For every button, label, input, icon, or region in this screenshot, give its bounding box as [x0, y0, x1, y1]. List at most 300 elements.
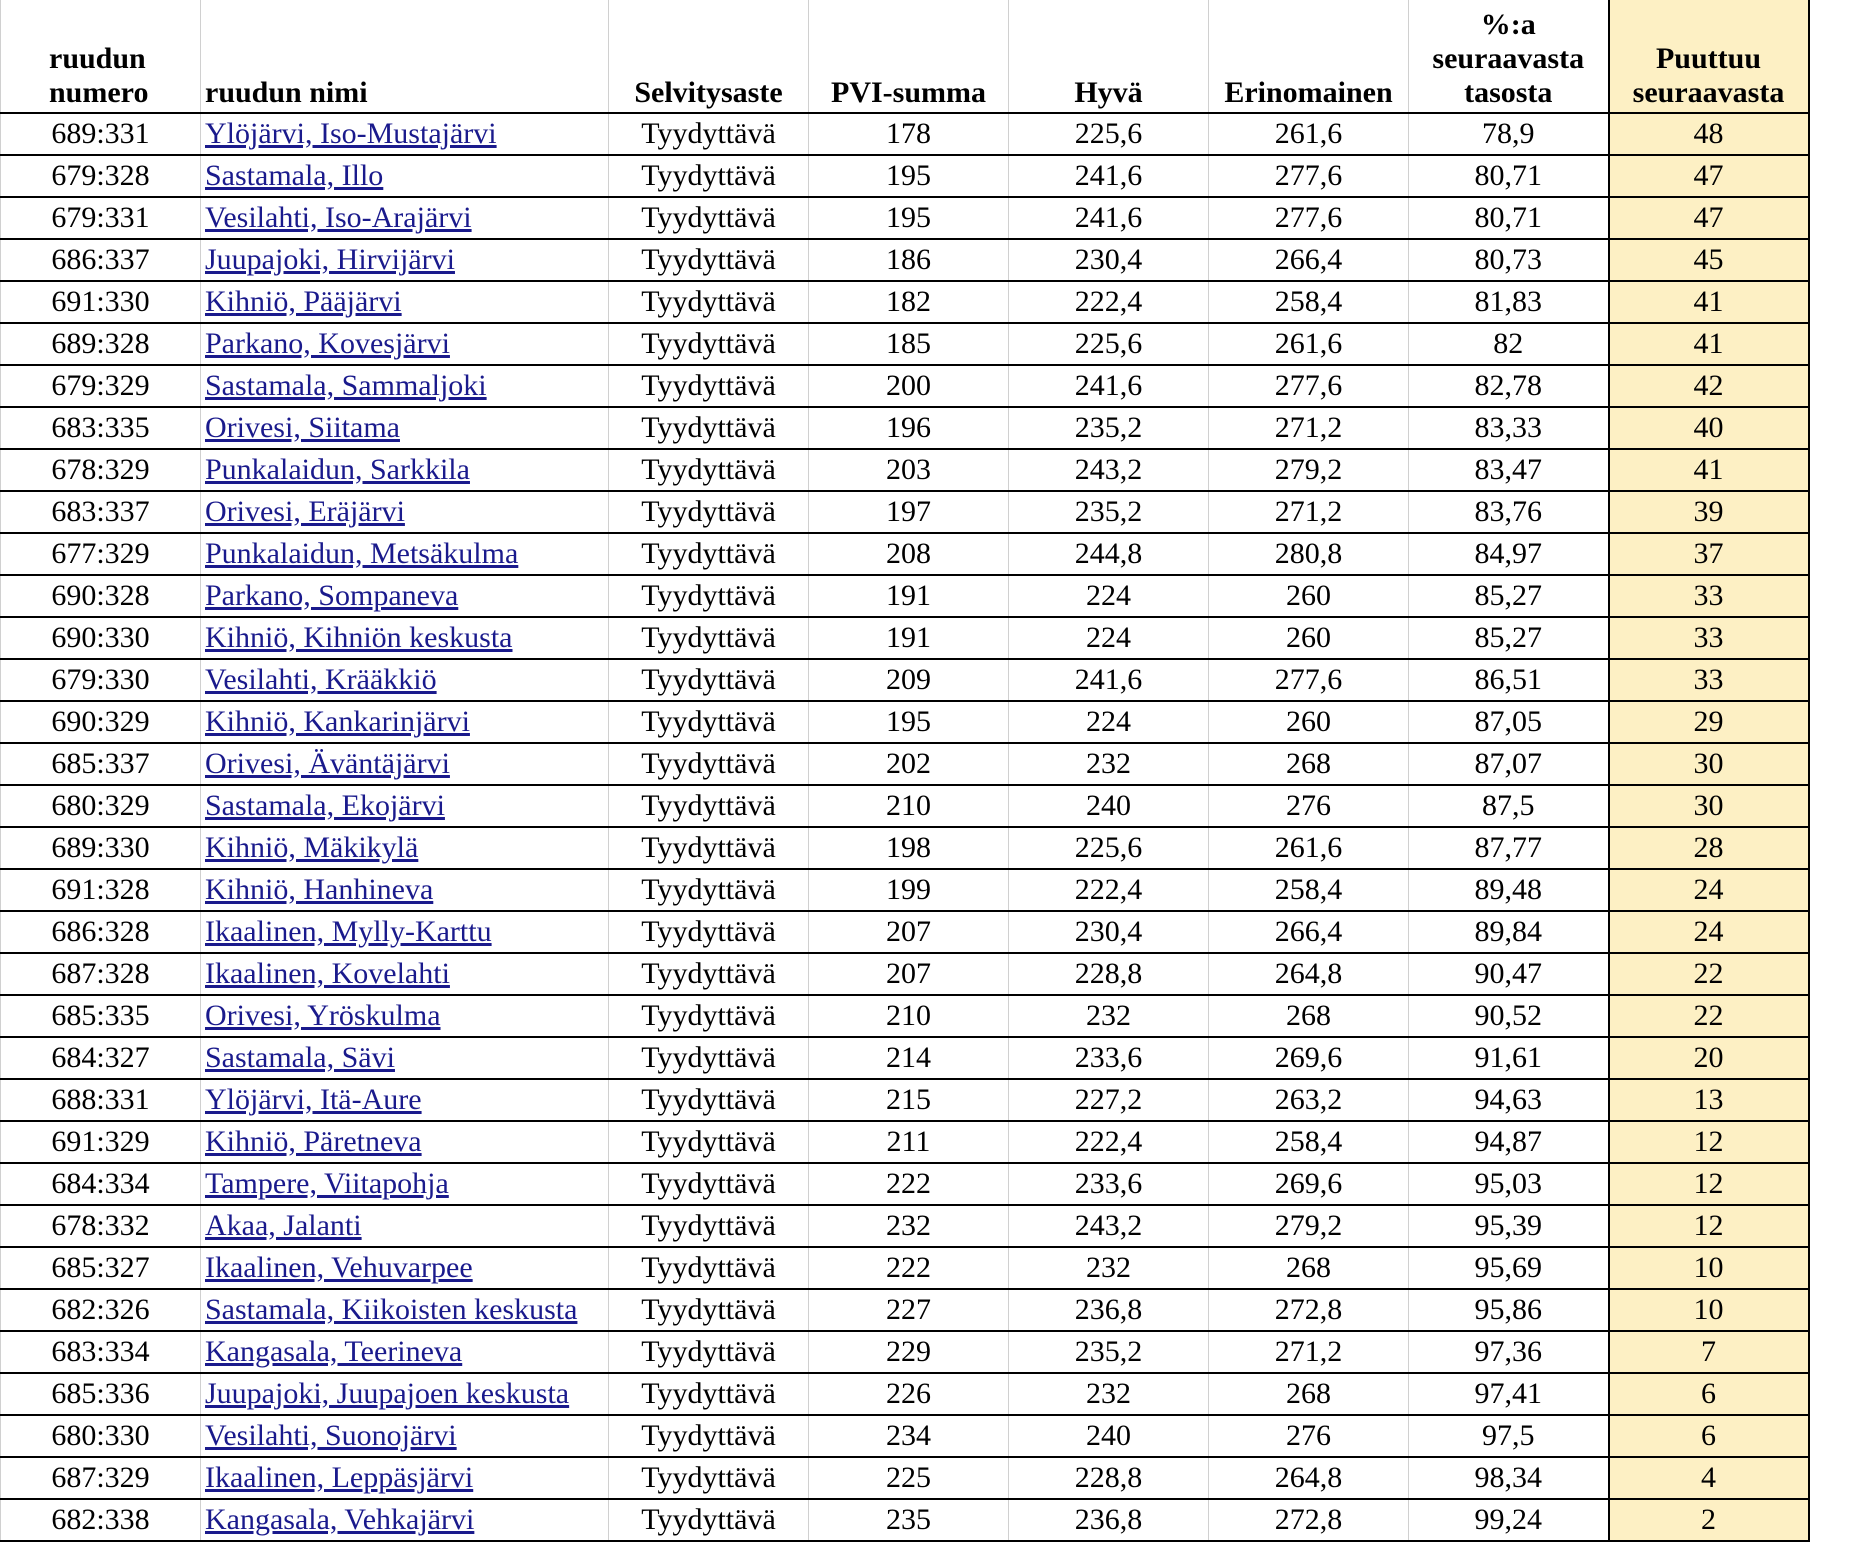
cell-ruudun-numero[interactable]: 689:328 — [1, 323, 201, 365]
cell-pvi-summa[interactable]: 182 — [809, 281, 1009, 323]
cell-ruudun-numero[interactable]: 683:337 — [1, 491, 201, 533]
cell-percent-next[interactable]: 94,63 — [1409, 1079, 1609, 1121]
cell-percent-next[interactable]: 80,71 — [1409, 197, 1609, 239]
cell-percent-next[interactable]: 90,47 — [1409, 953, 1609, 995]
cell-hyva[interactable]: 230,4 — [1009, 239, 1209, 281]
cell-erinomainen[interactable]: 276 — [1209, 785, 1409, 827]
cell-selvitysaste[interactable]: Tyydyttävä — [609, 1121, 809, 1163]
cell-pvi-summa[interactable]: 191 — [809, 575, 1009, 617]
cell-puuttuu[interactable]: 41 — [1609, 323, 1809, 365]
cell-pvi-summa[interactable]: 211 — [809, 1121, 1009, 1163]
cell-erinomainen[interactable]: 261,6 — [1209, 323, 1409, 365]
cell-hyva[interactable]: 222,4 — [1009, 1121, 1209, 1163]
cell-ruudun-numero[interactable]: 691:330 — [1, 281, 201, 323]
cell-ruudun-nimi[interactable] — [201, 995, 609, 1037]
cell-erinomainen[interactable]: 258,4 — [1209, 1121, 1409, 1163]
cell-pvi-summa[interactable]: 207 — [809, 911, 1009, 953]
cell-ruudun-numero[interactable]: 679:331 — [1, 197, 201, 239]
cell-hyva[interactable]: 235,2 — [1009, 1331, 1209, 1373]
cell-erinomainen[interactable]: 266,4 — [1209, 239, 1409, 281]
cell-ruudun-nimi[interactable] — [201, 1415, 609, 1457]
cell-selvitysaste[interactable]: Tyydyttävä — [609, 239, 809, 281]
cell-hyva[interactable]: 241,6 — [1009, 155, 1209, 197]
place-link[interactable]: Ylöjärvi, Iso-Mustajärvi — [205, 117, 497, 150]
cell-puuttuu[interactable]: 2 — [1609, 1499, 1809, 1541]
cell-ruudun-nimi[interactable] — [201, 491, 609, 533]
cell-puuttuu[interactable]: 41 — [1609, 281, 1809, 323]
cell-hyva[interactable]: 230,4 — [1009, 911, 1209, 953]
cell-selvitysaste[interactable]: Tyydyttävä — [609, 1205, 809, 1247]
cell-pvi-summa[interactable]: 202 — [809, 743, 1009, 785]
cell-hyva[interactable]: 227,2 — [1009, 1079, 1209, 1121]
cell-hyva[interactable]: 232 — [1009, 995, 1209, 1037]
cell-ruudun-numero[interactable]: 682:338 — [1, 1499, 201, 1541]
cell-pvi-summa[interactable]: 198 — [809, 827, 1009, 869]
cell-puuttuu[interactable]: 47 — [1609, 197, 1809, 239]
cell-puuttuu[interactable]: 29 — [1609, 701, 1809, 743]
cell-ruudun-numero[interactable]: 690:328 — [1, 575, 201, 617]
cell-puuttuu[interactable]: 12 — [1609, 1121, 1809, 1163]
cell-selvitysaste[interactable]: Tyydyttävä — [609, 1289, 809, 1331]
cell-percent-next[interactable]: 91,61 — [1409, 1037, 1609, 1079]
cell-selvitysaste[interactable]: Tyydyttävä — [609, 743, 809, 785]
cell-erinomainen[interactable]: 260 — [1209, 701, 1409, 743]
place-link[interactable]: Tampere, Viitapohja — [205, 1167, 449, 1200]
cell-pvi-summa[interactable]: 227 — [809, 1289, 1009, 1331]
cell-erinomainen[interactable]: 260 — [1209, 575, 1409, 617]
cell-erinomainen[interactable]: 272,8 — [1209, 1499, 1409, 1541]
place-link[interactable]: Kangasala, Vehkajärvi — [205, 1503, 475, 1536]
cell-hyva[interactable]: 233,6 — [1009, 1037, 1209, 1079]
cell-puuttuu[interactable]: 48 — [1609, 113, 1809, 155]
cell-ruudun-numero[interactable]: 685:327 — [1, 1247, 201, 1289]
place-link[interactable]: Sastamala, Kiikoisten keskusta — [205, 1293, 578, 1326]
place-link[interactable]: Ikaalinen, Leppäsjärvi — [205, 1461, 474, 1494]
cell-percent-next[interactable]: 95,69 — [1409, 1247, 1609, 1289]
cell-puuttuu[interactable]: 33 — [1609, 575, 1809, 617]
cell-ruudun-nimi[interactable] — [201, 1121, 609, 1163]
cell-hyva[interactable]: 243,2 — [1009, 1205, 1209, 1247]
cell-percent-next[interactable]: 97,36 — [1409, 1331, 1609, 1373]
cell-percent-next[interactable]: 98,34 — [1409, 1457, 1609, 1499]
cell-ruudun-nimi[interactable] — [201, 911, 609, 953]
cell-selvitysaste[interactable]: Tyydyttävä — [609, 449, 809, 491]
cell-ruudun-nimi[interactable] — [201, 533, 609, 575]
cell-ruudun-nimi[interactable] — [201, 617, 609, 659]
cell-hyva[interactable]: 233,6 — [1009, 1163, 1209, 1205]
cell-erinomainen[interactable]: 269,6 — [1209, 1163, 1409, 1205]
cell-ruudun-numero[interactable]: 685:335 — [1, 995, 201, 1037]
place-link[interactable]: Kihniö, Kankarinjärvi — [205, 705, 470, 738]
cell-selvitysaste[interactable]: Tyydyttävä — [609, 617, 809, 659]
cell-hyva[interactable]: 241,6 — [1009, 197, 1209, 239]
cell-erinomainen[interactable]: 277,6 — [1209, 155, 1409, 197]
cell-selvitysaste[interactable]: Tyydyttävä — [609, 701, 809, 743]
place-link[interactable]: Kihniö, Pääjärvi — [205, 285, 402, 318]
cell-percent-next[interactable]: 85,27 — [1409, 617, 1609, 659]
cell-hyva[interactable]: 224 — [1009, 575, 1209, 617]
cell-selvitysaste[interactable]: Tyydyttävä — [609, 911, 809, 953]
cell-puuttuu[interactable]: 41 — [1609, 449, 1809, 491]
cell-pvi-summa[interactable]: 178 — [809, 113, 1009, 155]
cell-hyva[interactable]: 222,4 — [1009, 869, 1209, 911]
cell-percent-next[interactable]: 78,9 — [1409, 113, 1609, 155]
cell-selvitysaste[interactable]: Tyydyttävä — [609, 155, 809, 197]
cell-ruudun-nimi[interactable] — [201, 239, 609, 281]
cell-ruudun-nimi[interactable] — [201, 407, 609, 449]
cell-selvitysaste[interactable]: Tyydyttävä — [609, 113, 809, 155]
cell-ruudun-nimi[interactable] — [201, 449, 609, 491]
header-selvitysaste[interactable] — [609, 0, 809, 113]
cell-pvi-summa[interactable]: 197 — [809, 491, 1009, 533]
cell-erinomainen[interactable]: 272,8 — [1209, 1289, 1409, 1331]
cell-pvi-summa[interactable]: 235 — [809, 1499, 1009, 1541]
cell-erinomainen[interactable]: 277,6 — [1209, 197, 1409, 239]
cell-pvi-summa[interactable]: 186 — [809, 239, 1009, 281]
cell-pvi-summa[interactable]: 185 — [809, 323, 1009, 365]
cell-puuttuu[interactable]: 13 — [1609, 1079, 1809, 1121]
cell-ruudun-nimi[interactable] — [201, 785, 609, 827]
cell-selvitysaste[interactable]: Tyydyttävä — [609, 1247, 809, 1289]
cell-ruudun-nimi[interactable] — [201, 1457, 609, 1499]
place-link[interactable]: Orivesi, Eräjärvi — [205, 495, 405, 528]
cell-puuttuu[interactable]: 45 — [1609, 239, 1809, 281]
cell-percent-next[interactable]: 86,51 — [1409, 659, 1609, 701]
place-link[interactable]: Sastamala, Illo — [205, 159, 384, 192]
cell-hyva[interactable]: 241,6 — [1009, 659, 1209, 701]
cell-pvi-summa[interactable]: 191 — [809, 617, 1009, 659]
cell-puuttuu[interactable]: 12 — [1609, 1205, 1809, 1247]
cell-hyva[interactable]: 224 — [1009, 617, 1209, 659]
cell-puuttuu[interactable]: 40 — [1609, 407, 1809, 449]
cell-erinomainen[interactable]: 263,2 — [1209, 1079, 1409, 1121]
place-link[interactable]: Orivesi, Siitama — [205, 411, 400, 444]
cell-puuttuu[interactable]: 6 — [1609, 1373, 1809, 1415]
cell-puuttuu[interactable]: 37 — [1609, 533, 1809, 575]
place-link[interactable]: Orivesi, Äväntäjärvi — [205, 747, 450, 780]
cell-percent-next[interactable]: 97,5 — [1409, 1415, 1609, 1457]
cell-pvi-summa[interactable]: 195 — [809, 197, 1009, 239]
cell-ruudun-numero[interactable]: 678:332 — [1, 1205, 201, 1247]
cell-puuttuu[interactable]: 12 — [1609, 1163, 1809, 1205]
header-hyva[interactable] — [1009, 0, 1209, 113]
cell-selvitysaste[interactable]: Tyydyttävä — [609, 1499, 809, 1541]
place-link[interactable]: Sastamala, Sammaljoki — [205, 369, 487, 402]
cell-ruudun-numero[interactable]: 685:337 — [1, 743, 201, 785]
cell-percent-next[interactable]: 83,47 — [1409, 449, 1609, 491]
cell-erinomainen[interactable]: 271,2 — [1209, 1331, 1409, 1373]
cell-erinomainen[interactable]: 261,6 — [1209, 827, 1409, 869]
cell-ruudun-nimi[interactable] — [201, 827, 609, 869]
cell-percent-next[interactable]: 83,33 — [1409, 407, 1609, 449]
cell-percent-next[interactable]: 89,48 — [1409, 869, 1609, 911]
cell-percent-next[interactable]: 89,84 — [1409, 911, 1609, 953]
cell-hyva[interactable]: 232 — [1009, 1247, 1209, 1289]
cell-puuttuu[interactable]: 22 — [1609, 953, 1809, 995]
place-link[interactable]: Kihniö, Mäkikylä — [205, 831, 419, 864]
cell-erinomainen[interactable]: 266,4 — [1209, 911, 1409, 953]
cell-erinomainen[interactable]: 271,2 — [1209, 491, 1409, 533]
cell-hyva[interactable]: 240 — [1009, 785, 1209, 827]
cell-ruudun-numero[interactable]: 691:328 — [1, 869, 201, 911]
cell-hyva[interactable]: 232 — [1009, 743, 1209, 785]
cell-erinomainen[interactable]: 260 — [1209, 617, 1409, 659]
place-link[interactable]: Sastamala, Sävi — [205, 1041, 395, 1074]
place-link[interactable]: Vesilahti, Iso-Arajärvi — [205, 201, 472, 234]
cell-pvi-summa[interactable]: 200 — [809, 365, 1009, 407]
cell-pvi-summa[interactable]: 196 — [809, 407, 1009, 449]
cell-pvi-summa[interactable]: 210 — [809, 785, 1009, 827]
cell-percent-next[interactable]: 90,52 — [1409, 995, 1609, 1037]
cell-selvitysaste[interactable]: Tyydyttävä — [609, 1415, 809, 1457]
header-erinomainen[interactable] — [1209, 0, 1409, 113]
cell-erinomainen[interactable]: 276 — [1209, 1415, 1409, 1457]
cell-hyva[interactable]: 228,8 — [1009, 1457, 1209, 1499]
place-link[interactable]: Ylöjärvi, Itä-Aure — [205, 1083, 422, 1116]
place-link[interactable]: Punkalaidun, Metsäkulma — [205, 537, 519, 570]
cell-ruudun-numero[interactable]: 685:336 — [1, 1373, 201, 1415]
cell-erinomainen[interactable]: 277,6 — [1209, 365, 1409, 407]
cell-puuttuu[interactable]: 30 — [1609, 785, 1809, 827]
cell-pvi-summa[interactable]: 208 — [809, 533, 1009, 575]
cell-selvitysaste[interactable]: Tyydyttävä — [609, 869, 809, 911]
cell-percent-next[interactable]: 82 — [1409, 323, 1609, 365]
cell-selvitysaste[interactable]: Tyydyttävä — [609, 491, 809, 533]
cell-ruudun-numero[interactable]: 690:329 — [1, 701, 201, 743]
cell-ruudun-numero[interactable]: 679:328 — [1, 155, 201, 197]
cell-percent-next[interactable]: 99,24 — [1409, 1499, 1609, 1541]
cell-ruudun-numero[interactable]: 678:329 — [1, 449, 201, 491]
cell-puuttuu[interactable]: 42 — [1609, 365, 1809, 407]
place-link[interactable]: Akaa, Jalanti — [205, 1209, 362, 1242]
cell-ruudun-numero[interactable]: 683:335 — [1, 407, 201, 449]
cell-percent-next[interactable]: 80,71 — [1409, 155, 1609, 197]
cell-ruudun-numero[interactable]: 690:330 — [1, 617, 201, 659]
cell-selvitysaste[interactable]: Tyydyttävä — [609, 1331, 809, 1373]
cell-erinomainen[interactable]: 261,6 — [1209, 113, 1409, 155]
cell-ruudun-numero[interactable]: 679:330 — [1, 659, 201, 701]
cell-hyva[interactable]: 222,4 — [1009, 281, 1209, 323]
cell-puuttuu[interactable]: 7 — [1609, 1331, 1809, 1373]
cell-selvitysaste[interactable]: Tyydyttävä — [609, 827, 809, 869]
cell-percent-next[interactable]: 95,03 — [1409, 1163, 1609, 1205]
cell-puuttuu[interactable]: 33 — [1609, 659, 1809, 701]
header-id[interactable] — [1, 0, 201, 113]
cell-ruudun-numero[interactable]: 687:328 — [1, 953, 201, 995]
cell-puuttuu[interactable]: 33 — [1609, 617, 1809, 659]
cell-ruudun-nimi[interactable] — [201, 1079, 609, 1121]
cell-pvi-summa[interactable]: 232 — [809, 1205, 1009, 1247]
cell-puuttuu[interactable]: 47 — [1609, 155, 1809, 197]
header-percent-next[interactable] — [1409, 0, 1609, 113]
cell-selvitysaste[interactable]: Tyydyttävä — [609, 785, 809, 827]
cell-percent-next[interactable]: 85,27 — [1409, 575, 1609, 617]
cell-ruudun-numero[interactable]: 687:329 — [1, 1457, 201, 1499]
cell-ruudun-numero[interactable]: 680:329 — [1, 785, 201, 827]
cell-hyva[interactable]: 235,2 — [1009, 407, 1209, 449]
cell-ruudun-numero[interactable]: 688:331 — [1, 1079, 201, 1121]
cell-ruudun-nimi[interactable] — [201, 1289, 609, 1331]
cell-hyva[interactable]: 224 — [1009, 701, 1209, 743]
cell-pvi-summa[interactable]: 203 — [809, 449, 1009, 491]
cell-ruudun-nimi[interactable] — [201, 323, 609, 365]
place-link[interactable]: Kihniö, Hanhineva — [205, 873, 434, 906]
cell-puuttuu[interactable]: 24 — [1609, 911, 1809, 953]
place-link[interactable]: Punkalaidun, Sarkkila — [205, 453, 470, 486]
cell-percent-next[interactable]: 87,05 — [1409, 701, 1609, 743]
cell-percent-next[interactable]: 87,77 — [1409, 827, 1609, 869]
cell-pvi-summa[interactable]: 226 — [809, 1373, 1009, 1415]
cell-ruudun-nimi[interactable] — [201, 1247, 609, 1289]
cell-ruudun-nimi[interactable] — [201, 1499, 609, 1541]
cell-erinomainen[interactable]: 258,4 — [1209, 869, 1409, 911]
cell-ruudun-numero[interactable]: 679:329 — [1, 365, 201, 407]
cell-percent-next[interactable]: 82,78 — [1409, 365, 1609, 407]
place-link[interactable]: Parkano, Kovesjärvi — [205, 327, 450, 360]
cell-hyva[interactable]: 241,6 — [1009, 365, 1209, 407]
cell-pvi-summa[interactable]: 214 — [809, 1037, 1009, 1079]
cell-pvi-summa[interactable]: 209 — [809, 659, 1009, 701]
cell-hyva[interactable]: 236,8 — [1009, 1289, 1209, 1331]
cell-percent-next[interactable]: 97,41 — [1409, 1373, 1609, 1415]
cell-puuttuu[interactable]: 24 — [1609, 869, 1809, 911]
cell-hyva[interactable]: 225,6 — [1009, 827, 1209, 869]
cell-ruudun-nimi[interactable] — [201, 1037, 609, 1079]
cell-hyva[interactable]: 243,2 — [1009, 449, 1209, 491]
cell-erinomainen[interactable]: 271,2 — [1209, 407, 1409, 449]
cell-ruudun-numero[interactable]: 683:334 — [1, 1331, 201, 1373]
cell-erinomainen[interactable]: 264,8 — [1209, 953, 1409, 995]
cell-erinomainen[interactable]: 268 — [1209, 1247, 1409, 1289]
cell-puuttuu[interactable]: 20 — [1609, 1037, 1809, 1079]
cell-erinomainen[interactable]: 268 — [1209, 743, 1409, 785]
cell-hyva[interactable]: 244,8 — [1009, 533, 1209, 575]
cell-percent-next[interactable]: 83,76 — [1409, 491, 1609, 533]
cell-ruudun-nimi[interactable] — [201, 113, 609, 155]
cell-puuttuu[interactable]: 28 — [1609, 827, 1809, 869]
cell-selvitysaste[interactable]: Tyydyttävä — [609, 407, 809, 449]
cell-pvi-summa[interactable]: 195 — [809, 155, 1009, 197]
cell-ruudun-numero[interactable]: 689:331 — [1, 113, 201, 155]
cell-ruudun-nimi[interactable] — [201, 1373, 609, 1415]
place-link[interactable]: Vesilahti, Suonojärvi — [205, 1419, 457, 1452]
cell-puuttuu[interactable]: 6 — [1609, 1415, 1809, 1457]
cell-percent-next[interactable]: 84,97 — [1409, 533, 1609, 575]
cell-erinomainen[interactable]: 279,2 — [1209, 449, 1409, 491]
cell-ruudun-numero[interactable]: 686:328 — [1, 911, 201, 953]
cell-ruudun-numero[interactable]: 677:329 — [1, 533, 201, 575]
cell-pvi-summa[interactable]: 207 — [809, 953, 1009, 995]
header-puuttuu[interactable] — [1609, 0, 1809, 113]
cell-puuttuu[interactable]: 10 — [1609, 1289, 1809, 1331]
cell-ruudun-numero[interactable]: 682:326 — [1, 1289, 201, 1331]
cell-erinomainen[interactable]: 279,2 — [1209, 1205, 1409, 1247]
place-link[interactable]: Ikaalinen, Kovelahti — [205, 957, 450, 990]
cell-pvi-summa[interactable]: 229 — [809, 1331, 1009, 1373]
place-link[interactable]: Kangasala, Teerineva — [205, 1335, 463, 1368]
cell-puuttuu[interactable]: 30 — [1609, 743, 1809, 785]
cell-pvi-summa[interactable]: 210 — [809, 995, 1009, 1037]
cell-selvitysaste[interactable]: Tyydyttävä — [609, 1163, 809, 1205]
cell-ruudun-nimi[interactable] — [201, 701, 609, 743]
cell-selvitysaste[interactable]: Tyydyttävä — [609, 953, 809, 995]
place-link[interactable]: Kihniö, Päretneva — [205, 1125, 422, 1158]
cell-ruudun-nimi[interactable] — [201, 281, 609, 323]
cell-ruudun-nimi[interactable] — [201, 1163, 609, 1205]
place-link[interactable]: Juupajoki, Juupajoen keskusta — [205, 1377, 570, 1410]
cell-ruudun-numero[interactable]: 684:334 — [1, 1163, 201, 1205]
cell-selvitysaste[interactable]: Tyydyttävä — [609, 281, 809, 323]
cell-percent-next[interactable]: 81,83 — [1409, 281, 1609, 323]
cell-ruudun-nimi[interactable] — [201, 575, 609, 617]
cell-ruudun-nimi[interactable] — [201, 197, 609, 239]
cell-erinomainen[interactable]: 258,4 — [1209, 281, 1409, 323]
cell-ruudun-numero[interactable]: 691:329 — [1, 1121, 201, 1163]
cell-hyva[interactable]: 228,8 — [1009, 953, 1209, 995]
cell-ruudun-numero[interactable]: 680:330 — [1, 1415, 201, 1457]
cell-puuttuu[interactable]: 4 — [1609, 1457, 1809, 1499]
place-link[interactable]: Sastamala, Ekojärvi — [205, 789, 445, 822]
cell-selvitysaste[interactable]: Tyydyttävä — [609, 1457, 809, 1499]
cell-pvi-summa[interactable]: 234 — [809, 1415, 1009, 1457]
place-link[interactable]: Parkano, Sompaneva — [205, 579, 459, 612]
cell-ruudun-nimi[interactable] — [201, 155, 609, 197]
cell-erinomainen[interactable]: 264,8 — [1209, 1457, 1409, 1499]
cell-pvi-summa[interactable]: 195 — [809, 701, 1009, 743]
cell-selvitysaste[interactable]: Tyydyttävä — [609, 995, 809, 1037]
cell-selvitysaste[interactable]: Tyydyttävä — [609, 197, 809, 239]
cell-percent-next[interactable]: 87,5 — [1409, 785, 1609, 827]
cell-hyva[interactable]: 240 — [1009, 1415, 1209, 1457]
cell-puuttuu[interactable]: 10 — [1609, 1247, 1809, 1289]
cell-percent-next[interactable]: 95,86 — [1409, 1289, 1609, 1331]
cell-percent-next[interactable]: 94,87 — [1409, 1121, 1609, 1163]
cell-hyva[interactable]: 225,6 — [1009, 323, 1209, 365]
cell-ruudun-nimi[interactable] — [201, 1205, 609, 1247]
cell-selvitysaste[interactable]: Tyydyttävä — [609, 533, 809, 575]
cell-percent-next[interactable]: 80,73 — [1409, 239, 1609, 281]
cell-pvi-summa[interactable]: 222 — [809, 1163, 1009, 1205]
cell-hyva[interactable]: 236,8 — [1009, 1499, 1209, 1541]
cell-hyva[interactable]: 235,2 — [1009, 491, 1209, 533]
cell-puuttuu[interactable]: 22 — [1609, 995, 1809, 1037]
place-link[interactable]: Juupajoki, Hirvijärvi — [205, 243, 455, 276]
cell-erinomainen[interactable]: 277,6 — [1209, 659, 1409, 701]
cell-ruudun-nimi[interactable] — [201, 743, 609, 785]
place-link[interactable]: Vesilahti, Krääkkiö — [205, 663, 437, 696]
cell-selvitysaste[interactable]: Tyydyttävä — [609, 575, 809, 617]
cell-ruudun-nimi[interactable] — [201, 659, 609, 701]
cell-selvitysaste[interactable]: Tyydyttävä — [609, 659, 809, 701]
cell-ruudun-numero[interactable]: 689:330 — [1, 827, 201, 869]
cell-pvi-summa[interactable]: 225 — [809, 1457, 1009, 1499]
cell-erinomainen[interactable]: 269,6 — [1209, 1037, 1409, 1079]
cell-hyva[interactable]: 225,6 — [1009, 113, 1209, 155]
cell-percent-next[interactable]: 95,39 — [1409, 1205, 1609, 1247]
cell-selvitysaste[interactable]: Tyydyttävä — [609, 1373, 809, 1415]
header-name[interactable] — [201, 0, 609, 113]
cell-ruudun-nimi[interactable] — [201, 953, 609, 995]
cell-pvi-summa[interactable]: 199 — [809, 869, 1009, 911]
cell-selvitysaste[interactable]: Tyydyttävä — [609, 1037, 809, 1079]
cell-selvitysaste[interactable]: Tyydyttävä — [609, 365, 809, 407]
cell-erinomainen[interactable]: 268 — [1209, 995, 1409, 1037]
cell-pvi-summa[interactable]: 215 — [809, 1079, 1009, 1121]
cell-ruudun-numero[interactable]: 684:327 — [1, 1037, 201, 1079]
place-link[interactable]: Ikaalinen, Mylly-Karttu — [205, 915, 492, 948]
cell-selvitysaste[interactable]: Tyydyttävä — [609, 1079, 809, 1121]
cell-ruudun-numero[interactable]: 686:337 — [1, 239, 201, 281]
